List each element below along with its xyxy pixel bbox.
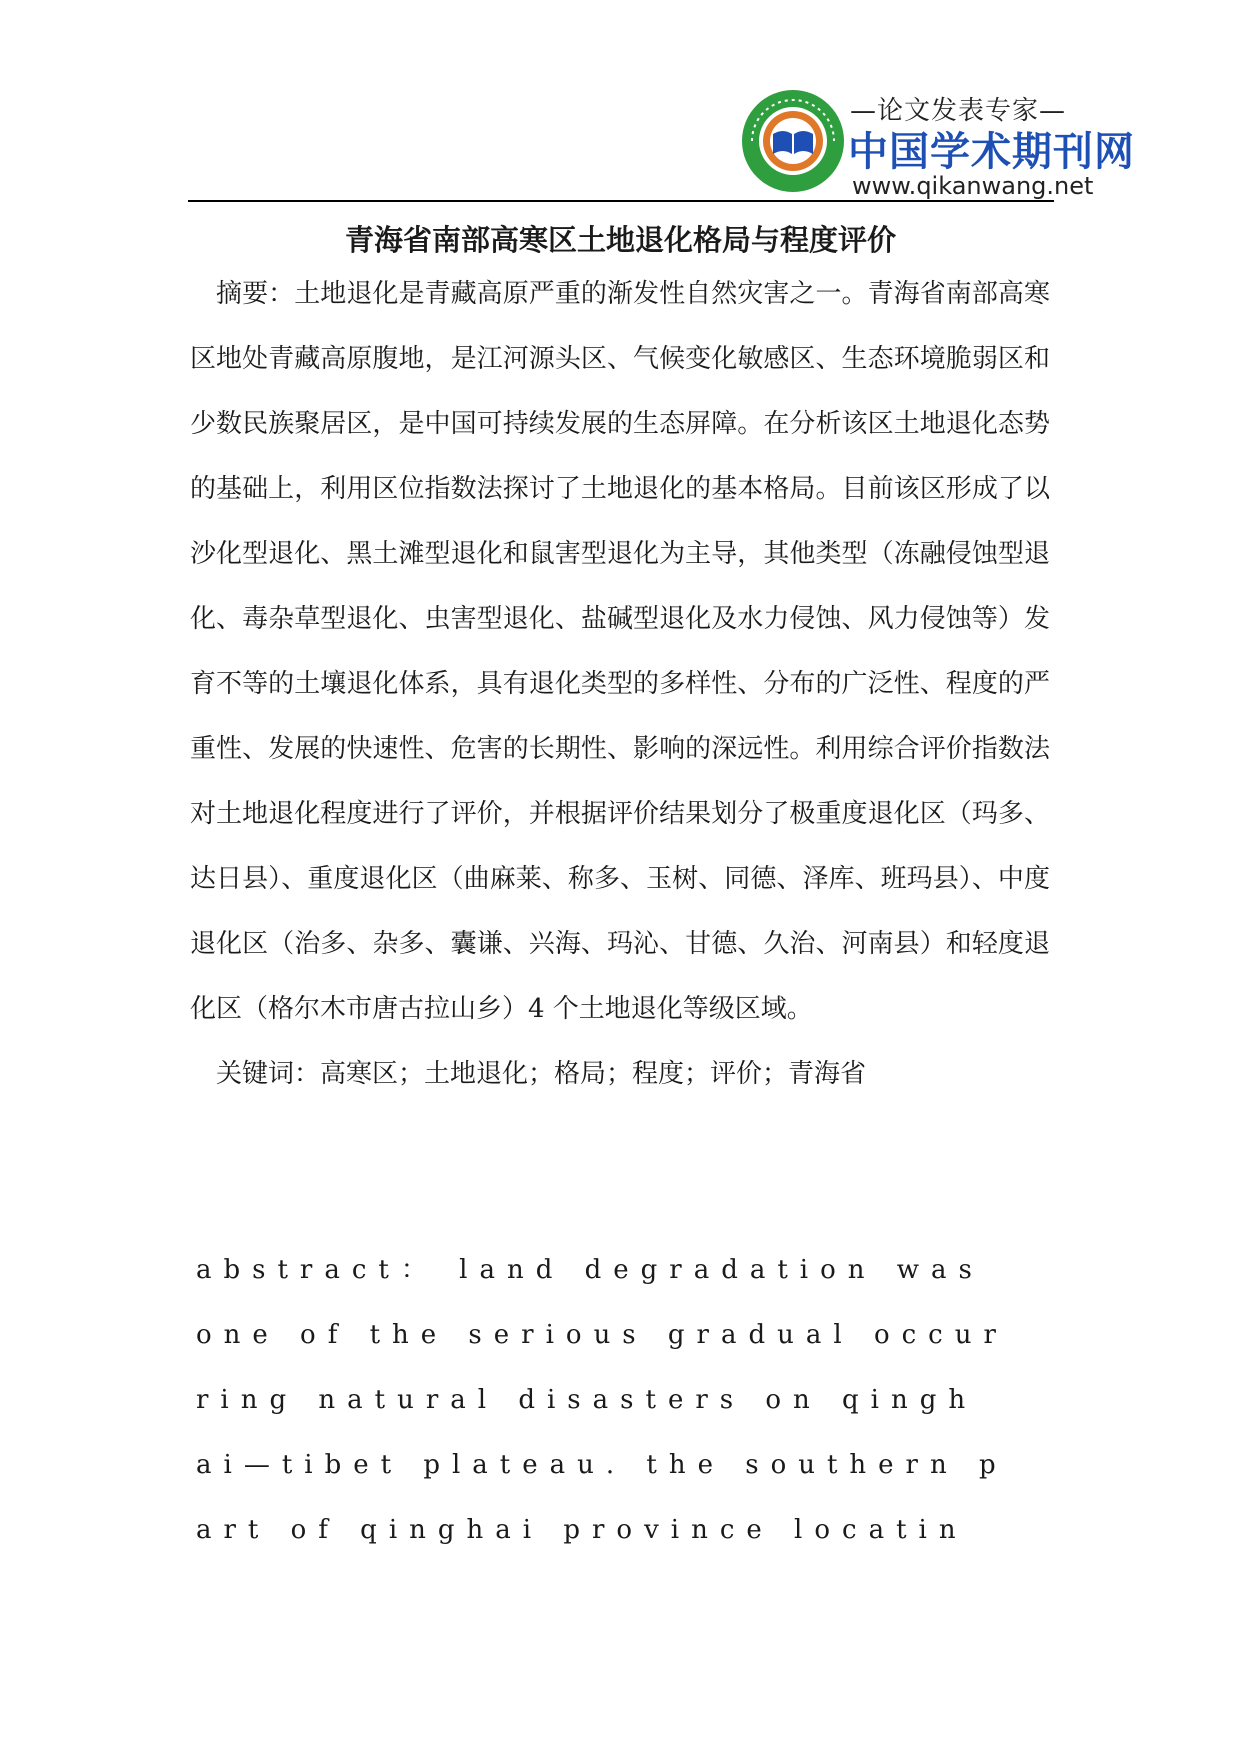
seal-icon: [740, 88, 846, 194]
english-line: abstract： land degradation was: [196, 1255, 984, 1285]
abstract-label: 摘要：: [216, 279, 295, 309]
site-logo: [740, 88, 1135, 200]
keywords-label: 关键词：: [216, 1059, 321, 1089]
logo-name: 中国学术期刊网: [848, 129, 1135, 175]
document-body: [190, 262, 1050, 1107]
document-title: 青海省南部高寒区土地退化格局与程度评价: [344, 223, 896, 257]
english-line: art of qinghai province locatin: [196, 1515, 968, 1545]
english-line: ring natural disasters on qingh: [196, 1385, 978, 1415]
logo-url: www.qikanwang.net: [852, 172, 1094, 200]
header-divider: [188, 200, 1054, 202]
keywords-text: 高寒区；土地退化；格局；程度；评价；青海省: [320, 1059, 867, 1089]
abstract-text: 土地退化是青藏高原严重的渐发性自然灾害之一。青海省南部高寒区地处青藏高原腹地，是江河源头区、气候变化敏感区、生态环境脆弱区和少数民族聚居区，是中国可持续发展的生态屏障。在分析该区土地退化态势的基础上，利用区位指数法探讨了土地退化的基本格局。目前该区形成了以沙化型退化、黑土滩型退化和鼠害型退化为主导，其他类型（冻融侵蚀型退化、毒杂草型退化、虫害型退化、盐碱型退化及水力侵蚀、风力侵蚀等）发育不等的土壤退化体系，具有退化类型的多样性、分布的广泛性、程度的严重性、发展的快速性、危害的长期性、影响的深远性。利用综合评价指数法对土地退化程度进行了评价，并根据评价结果划分了极重度退化区（玛多、达日县）、重度退化区（曲麻莱、称多、玉树、同德、泽库、班玛县）、中度退化区（治多、杂多、囊谦、兴海、玛沁、甘德、久治、河南县）和轻度退化区（格尔木市唐古拉山乡）4 个土地退化等级区域。: [190, 279, 1050, 1024]
english-line: ai—tibet plateau. the southern p: [196, 1450, 1008, 1480]
english-line: one of the serious gradual occur: [196, 1320, 1008, 1350]
abstract-paragraph: [190, 262, 1050, 1042]
keywords-paragraph: [190, 1042, 1050, 1107]
english-abstract: [196, 1238, 1056, 1563]
logo-tagline: —论文发表专家—: [850, 96, 1067, 126]
